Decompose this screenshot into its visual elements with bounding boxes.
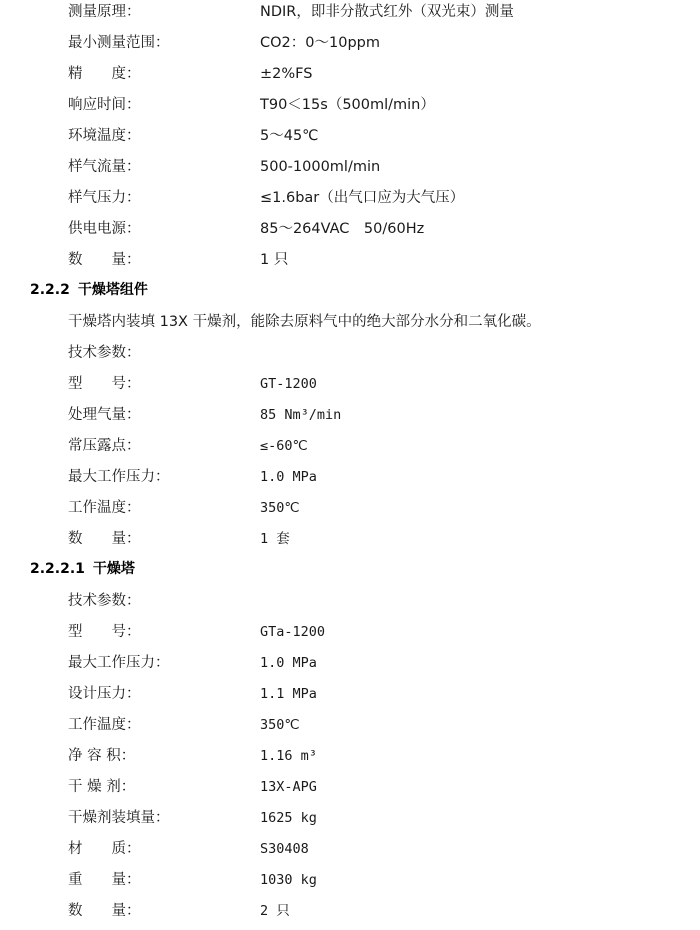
spec-row xyxy=(0,0,700,31)
spec-label: 供电电源： xyxy=(68,221,141,237)
spec-label: 材 质： xyxy=(68,841,141,857)
spec-value: 1030 kg xyxy=(260,872,317,888)
spec-label: 处理气量： xyxy=(68,407,141,423)
spec-label: 净 容 积： xyxy=(68,748,136,764)
spec-label: 最大工作压力： xyxy=(68,469,170,485)
spec-row xyxy=(0,744,700,775)
spec-row xyxy=(0,465,700,496)
spec-label: 工作温度： xyxy=(68,500,141,516)
spec-row xyxy=(0,62,700,93)
spec-label: 重 量： xyxy=(68,872,141,888)
spec-label: 工作温度： xyxy=(68,717,141,733)
spec-row xyxy=(0,186,700,217)
section-title: 干燥塔 xyxy=(92,561,135,577)
spec-row xyxy=(0,713,700,744)
spec-value: 85 Nm³/min xyxy=(260,407,342,423)
spec-row xyxy=(0,124,700,155)
spec-value: ≤1.6bar（出气口应为大气压） xyxy=(260,190,465,206)
spec-value: 350℃ xyxy=(260,717,300,733)
spec-value: 1.0 MPa xyxy=(260,469,317,485)
spec-row xyxy=(0,868,700,899)
spec-row xyxy=(0,31,700,62)
spec-row xyxy=(0,806,700,837)
spec-value: 85～264VAC 50/60Hz xyxy=(260,221,425,237)
spec-value: 1 套 xyxy=(260,531,290,547)
spec-value: GTa-1200 xyxy=(260,624,326,640)
spec-value: NDIR，即非分散式红外（双光束）测量 xyxy=(260,4,514,20)
spec-value: 1.0 MPa xyxy=(260,655,317,671)
spec-value: 1.1 MPa xyxy=(260,686,317,702)
spec-value: 350℃ xyxy=(260,500,300,516)
spec-value: CO2：0～10ppm xyxy=(260,35,380,51)
spec-value: 1.16 m³ xyxy=(260,748,317,764)
spec-row xyxy=(0,217,700,248)
spec-row xyxy=(0,496,700,527)
section-title: 干燥塔组件 xyxy=(77,282,148,298)
spec-label: 数 量： xyxy=(68,531,141,547)
spec-value: T90＜15s（500ml/min） xyxy=(260,97,435,113)
section-number: 2.2.2.1 xyxy=(30,561,85,577)
spec-label: 数 量： xyxy=(68,903,141,919)
spec-row xyxy=(0,403,700,434)
spec-row xyxy=(0,837,700,868)
spec-row xyxy=(0,651,700,682)
spec-label: 型 号： xyxy=(68,624,141,640)
spec-row xyxy=(0,775,700,806)
paragraph: 技术参数： xyxy=(68,593,141,609)
section-heading xyxy=(0,279,700,310)
spec-row xyxy=(0,527,700,558)
spec-row xyxy=(0,682,700,713)
spec-label: 干燥剂装填量： xyxy=(68,810,170,826)
spec-label: 精 度： xyxy=(68,66,141,82)
spec-value: 5～45℃ xyxy=(260,128,319,144)
spec-row xyxy=(0,620,700,651)
spec-value: GT-1200 xyxy=(260,376,317,392)
section-number: 2.2.2 xyxy=(30,282,70,298)
spec-value: ±2%FS xyxy=(260,66,313,82)
spec-value: S30408 xyxy=(260,841,309,857)
spec-value: 500-1000ml/min xyxy=(260,159,381,175)
spec-row xyxy=(0,899,700,930)
spec-label: 样气流量： xyxy=(68,159,141,175)
paragraph: 干燥塔内装填 13X 干燥剂，能除去原料气中的绝大部分水分和二氧化碳。 xyxy=(68,314,541,330)
spec-label: 最小测量范围： xyxy=(68,35,170,51)
spec-label: 干 燥 剂： xyxy=(68,779,136,795)
spec-label: 最大工作压力： xyxy=(68,655,170,671)
spec-value: 1 只 xyxy=(260,252,289,268)
spec-label: 响应时间： xyxy=(68,97,141,113)
spec-label: 设计压力： xyxy=(68,686,141,702)
spec-label: 常压露点： xyxy=(68,438,141,454)
spec-value: 13X-APG xyxy=(260,779,317,795)
spec-label: 测量原理： xyxy=(68,4,141,20)
spec-row xyxy=(0,372,700,403)
section-heading xyxy=(0,558,700,589)
spec-label: 数 量： xyxy=(68,252,141,268)
spec-row xyxy=(0,93,700,124)
spec-label: 环境温度： xyxy=(68,128,141,144)
spec-value: 1625 kg xyxy=(260,810,317,826)
spec-value: 2 只 xyxy=(260,903,290,919)
spec-row xyxy=(0,155,700,186)
paragraph: 技术参数： xyxy=(68,345,141,361)
spec-label: 样气压力： xyxy=(68,190,141,206)
spec-row xyxy=(0,248,700,279)
spec-label: 型 号： xyxy=(68,376,141,392)
spec-row xyxy=(0,434,700,465)
spec-value: ≤-60℃ xyxy=(260,438,308,454)
